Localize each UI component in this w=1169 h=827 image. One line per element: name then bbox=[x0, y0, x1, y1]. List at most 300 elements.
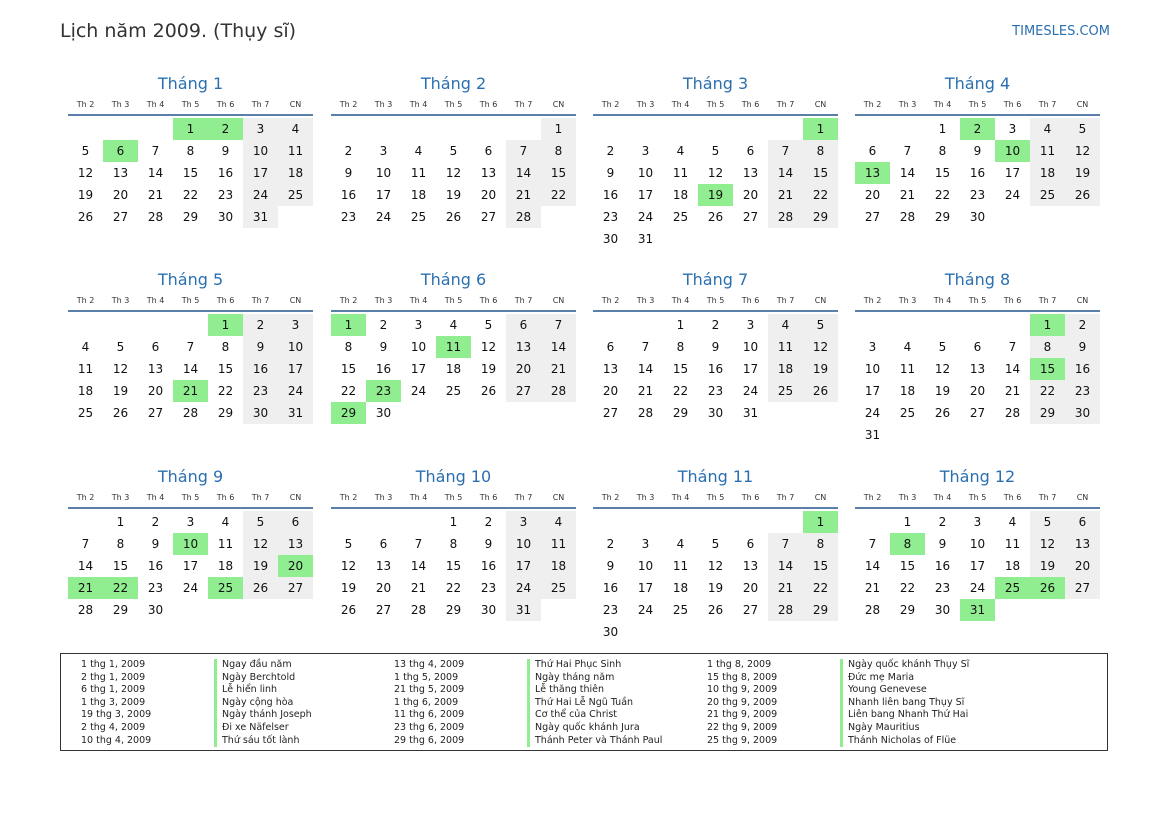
week-row bbox=[855, 424, 1100, 446]
day-cell: 1 bbox=[676, 318, 685, 332]
empty-cell bbox=[331, 511, 366, 533]
empty-cell bbox=[663, 511, 698, 533]
week-row bbox=[855, 184, 1100, 206]
weekday-label: Th 3 bbox=[898, 295, 917, 305]
empty-cell bbox=[995, 314, 1030, 336]
day-cell: 9 bbox=[973, 144, 982, 158]
weekday-label: Th 6 bbox=[1003, 492, 1022, 502]
day-cell: 21 bbox=[506, 184, 541, 206]
holiday-day-cell: 10 bbox=[173, 533, 208, 555]
month-title: Tháng 12 bbox=[939, 467, 1016, 486]
empty-cell bbox=[995, 424, 1030, 446]
week-row bbox=[68, 555, 313, 577]
weekday-label: Th 2 bbox=[76, 99, 95, 109]
empty-cell bbox=[68, 511, 103, 533]
day-cell: 11 bbox=[77, 362, 94, 376]
header-rule bbox=[331, 507, 576, 509]
day-cell: 16 bbox=[217, 166, 234, 180]
day-cell: 14 bbox=[541, 336, 576, 358]
weekday-label: Th 2 bbox=[601, 492, 620, 502]
day-cell: 19 bbox=[707, 581, 724, 595]
day-cell: 3 bbox=[506, 511, 541, 533]
day-cell: 26 bbox=[243, 577, 278, 599]
day-cell: 14 bbox=[768, 555, 803, 577]
weekday-label: Th 3 bbox=[636, 295, 655, 305]
day-cell: 19 bbox=[112, 384, 129, 398]
weekday-label: CN bbox=[814, 492, 827, 502]
day-cell: 2 bbox=[151, 515, 160, 529]
day-cell: 30 bbox=[1065, 402, 1100, 424]
day-cell: 1 bbox=[903, 515, 912, 529]
empty-cell bbox=[243, 599, 278, 621]
weekday-label: Th 6 bbox=[741, 492, 760, 502]
month-7 bbox=[593, 269, 838, 424]
day-cell: 13 bbox=[1065, 533, 1100, 555]
weekday-label: CN bbox=[289, 492, 302, 502]
empty-cell bbox=[471, 118, 506, 140]
day-cell: 21 bbox=[147, 188, 164, 202]
empty-cell bbox=[803, 228, 838, 250]
week-row bbox=[855, 140, 1100, 162]
weekday-label: Th 4 bbox=[933, 99, 952, 109]
day-cell: 2 bbox=[711, 318, 720, 332]
empty-cell bbox=[593, 511, 628, 533]
weekday-header bbox=[855, 488, 1100, 506]
holiday-date: 25 thg 9, 2009 bbox=[707, 734, 778, 746]
month-11 bbox=[593, 466, 838, 643]
day-cell: 3 bbox=[278, 314, 313, 336]
day-cell: 9 bbox=[243, 336, 278, 358]
week-row bbox=[593, 511, 838, 533]
week-row bbox=[68, 118, 313, 140]
weekday-label: Th 3 bbox=[374, 295, 393, 305]
day-cell: 10 bbox=[864, 362, 881, 376]
day-cell: 5 bbox=[116, 340, 125, 354]
week-row bbox=[331, 140, 576, 162]
empty-cell bbox=[698, 621, 733, 643]
weekday-label: CN bbox=[814, 99, 827, 109]
day-cell: 18 bbox=[541, 555, 576, 577]
day-cell: 14 bbox=[410, 559, 427, 573]
month-4 bbox=[855, 73, 1100, 228]
day-cell: 9 bbox=[151, 537, 160, 551]
week-row bbox=[331, 599, 576, 621]
empty-cell bbox=[960, 424, 995, 446]
weekday-label: Th 2 bbox=[76, 492, 95, 502]
holiday-row bbox=[384, 709, 662, 722]
empty-cell bbox=[68, 118, 103, 140]
day-cell: 24 bbox=[243, 184, 278, 206]
day-cell: 4 bbox=[676, 144, 685, 158]
empty-cell bbox=[960, 314, 995, 336]
day-cell: 10 bbox=[506, 533, 541, 555]
holiday-row bbox=[71, 709, 312, 722]
day-cell: 26 bbox=[445, 210, 462, 224]
holiday-row bbox=[71, 722, 312, 735]
day-cell: 28 bbox=[768, 599, 803, 621]
day-cell: 2 bbox=[606, 537, 615, 551]
day-cell: 15 bbox=[112, 559, 129, 573]
day-cell: 26 bbox=[340, 603, 357, 617]
day-cell: 8 bbox=[116, 537, 125, 551]
empty-cell bbox=[890, 118, 925, 140]
holiday-row bbox=[71, 697, 312, 710]
day-cell: 3 bbox=[243, 118, 278, 140]
holiday-day-cell: 11 bbox=[436, 336, 471, 358]
day-cell: 9 bbox=[221, 144, 230, 158]
holiday-date: 6 thg 1, 2009 bbox=[81, 684, 146, 696]
week-row bbox=[855, 577, 1100, 599]
day-cell: 27 bbox=[506, 380, 541, 402]
empty-cell bbox=[855, 511, 890, 533]
day-cell: 17 bbox=[243, 162, 278, 184]
holiday-name: Thánh Nicholas of Flüe bbox=[840, 735, 956, 748]
day-cell: 6 bbox=[868, 144, 877, 158]
day-cell: 28 bbox=[182, 406, 199, 420]
day-cell: 7 bbox=[868, 537, 877, 551]
day-cell: 27 bbox=[112, 210, 129, 224]
holiday-name: Young Genevese bbox=[840, 684, 927, 697]
day-cell: 15 bbox=[934, 166, 951, 180]
day-cell: 5 bbox=[711, 537, 720, 551]
holiday-day-cell: 25 bbox=[995, 577, 1030, 599]
holiday-name: Thứ sáu tốt lành bbox=[214, 735, 299, 748]
weekday-label: Th 4 bbox=[671, 295, 690, 305]
holiday-day-cell: 8 bbox=[890, 533, 925, 555]
day-cell: 3 bbox=[414, 318, 423, 332]
empty-cell bbox=[890, 314, 925, 336]
holiday-row bbox=[697, 659, 969, 672]
week-row bbox=[593, 358, 838, 380]
day-cell: 19 bbox=[77, 188, 94, 202]
day-cell: 11 bbox=[768, 336, 803, 358]
day-cell: 5 bbox=[1065, 118, 1100, 140]
week-row bbox=[331, 555, 576, 577]
week-row bbox=[855, 314, 1100, 336]
day-cell: 23 bbox=[217, 188, 234, 202]
day-cell: 10 bbox=[278, 336, 313, 358]
day-cell: 16 bbox=[602, 581, 619, 595]
day-cell: 25 bbox=[77, 406, 94, 420]
holiday-date: 10 thg 4, 2009 bbox=[81, 734, 152, 746]
weekday-label: Th 7 bbox=[251, 99, 270, 109]
weekday-label: Th 3 bbox=[374, 492, 393, 502]
day-cell: 27 bbox=[969, 406, 986, 420]
holiday-day-cell: 26 bbox=[1030, 577, 1065, 599]
day-cell: 27 bbox=[742, 210, 759, 224]
day-cell: 10 bbox=[742, 340, 759, 354]
weekday-header bbox=[593, 291, 838, 309]
day-cell: 17 bbox=[375, 188, 392, 202]
holiday-date: 21 thg 5, 2009 bbox=[394, 684, 465, 696]
day-cell: 7 bbox=[641, 340, 650, 354]
holiday-day-cell: 1 bbox=[803, 511, 838, 533]
day-cell: 23 bbox=[480, 581, 497, 595]
holiday-day-cell: 22 bbox=[103, 577, 138, 599]
week-row bbox=[331, 533, 576, 555]
holiday-name: Lễ thăng thiên bbox=[527, 684, 604, 697]
weekday-label: Th 4 bbox=[146, 492, 165, 502]
day-cell: 17 bbox=[182, 559, 199, 573]
empty-cell bbox=[173, 599, 208, 621]
weekday-label: Th 3 bbox=[111, 492, 130, 502]
day-cell: 4 bbox=[278, 118, 313, 140]
weekday-label: Th 3 bbox=[111, 295, 130, 305]
day-cell: 24 bbox=[637, 210, 654, 224]
day-cell: 6 bbox=[379, 537, 388, 551]
weekday-label: Th 6 bbox=[1003, 295, 1022, 305]
day-cell: 4 bbox=[541, 511, 576, 533]
day-cell: 29 bbox=[217, 406, 234, 420]
day-cell: 23 bbox=[602, 603, 619, 617]
holiday-day-cell: 15 bbox=[1030, 358, 1065, 380]
day-cell: 29 bbox=[1030, 402, 1065, 424]
day-cell: 17 bbox=[1004, 166, 1021, 180]
day-cell: 8 bbox=[221, 340, 230, 354]
holiday-name: Ngay đầu năm bbox=[214, 659, 292, 672]
weekday-label: Th 5 bbox=[444, 99, 463, 109]
empty-cell bbox=[733, 118, 768, 140]
day-cell: 14 bbox=[147, 166, 164, 180]
day-cell: 28 bbox=[1004, 406, 1021, 420]
week-row bbox=[68, 358, 313, 380]
day-cell: 31 bbox=[742, 406, 759, 420]
holiday-column bbox=[697, 659, 969, 747]
month-title: Tháng 3 bbox=[682, 74, 749, 93]
weekday-label: Th 7 bbox=[776, 492, 795, 502]
holiday-row bbox=[697, 697, 969, 710]
empty-cell bbox=[628, 511, 663, 533]
holiday-day-cell: 21 bbox=[68, 577, 103, 599]
weekday-label: Th 7 bbox=[251, 492, 270, 502]
holiday-day-cell: 1 bbox=[331, 314, 366, 336]
empty-cell bbox=[208, 599, 243, 621]
weekday-label: Th 6 bbox=[216, 295, 235, 305]
month-title: Tháng 10 bbox=[415, 467, 492, 486]
empty-cell bbox=[401, 511, 436, 533]
day-cell: 15 bbox=[182, 166, 199, 180]
header-rule bbox=[331, 114, 576, 116]
weekday-label: CN bbox=[552, 99, 565, 109]
day-cell: 26 bbox=[707, 210, 724, 224]
site-link[interactable]: TIMESLES.COM bbox=[1012, 24, 1110, 39]
holiday-row bbox=[697, 672, 969, 685]
empty-cell bbox=[506, 402, 541, 424]
weekday-header bbox=[331, 95, 576, 113]
day-cell: 8 bbox=[938, 144, 947, 158]
holiday-column bbox=[71, 659, 312, 747]
day-cell: 24 bbox=[864, 406, 881, 420]
day-cell: 31 bbox=[243, 206, 278, 228]
day-cell: 12 bbox=[77, 166, 94, 180]
day-cell: 14 bbox=[77, 559, 94, 573]
day-cell: 8 bbox=[676, 340, 685, 354]
empty-cell bbox=[628, 621, 663, 643]
day-cell: 6 bbox=[746, 537, 755, 551]
weekday-label: Th 6 bbox=[479, 295, 498, 305]
day-cell: 7 bbox=[768, 533, 803, 555]
holiday-row bbox=[71, 735, 312, 748]
day-cell: 15 bbox=[803, 555, 838, 577]
day-cell: 21 bbox=[864, 581, 881, 595]
day-cell: 26 bbox=[480, 384, 497, 398]
empty-cell bbox=[698, 511, 733, 533]
empty-cell bbox=[925, 424, 960, 446]
day-cell: 15 bbox=[899, 559, 916, 573]
day-cell: 13 bbox=[278, 533, 313, 555]
empty-cell bbox=[1065, 424, 1100, 446]
day-cell: 30 bbox=[217, 210, 234, 224]
day-cell: 21 bbox=[1004, 384, 1021, 398]
day-cell: 13 bbox=[112, 166, 129, 180]
holiday-date: 1 thg 6, 2009 bbox=[394, 696, 459, 708]
day-cell: 31 bbox=[864, 428, 881, 442]
weekday-label: Th 4 bbox=[933, 295, 952, 305]
empty-cell bbox=[506, 118, 541, 140]
day-cell: 19 bbox=[1065, 162, 1100, 184]
day-cell: 18 bbox=[217, 559, 234, 573]
empty-cell bbox=[436, 402, 471, 424]
day-cell: 27 bbox=[278, 577, 313, 599]
holiday-day-cell: 25 bbox=[208, 577, 243, 599]
day-cell: 17 bbox=[506, 555, 541, 577]
day-cell: 18 bbox=[899, 384, 916, 398]
day-cell: 11 bbox=[541, 533, 576, 555]
day-cell: 31 bbox=[278, 402, 313, 424]
weekday-label: Th 5 bbox=[706, 99, 725, 109]
holiday-row bbox=[384, 697, 662, 710]
day-cell: 3 bbox=[186, 515, 195, 529]
month-title: Tháng 11 bbox=[677, 467, 754, 486]
empty-cell bbox=[593, 314, 628, 336]
day-cell: 3 bbox=[746, 318, 755, 332]
day-cell: 2 bbox=[344, 144, 353, 158]
day-cell: 17 bbox=[864, 384, 881, 398]
day-cell: 17 bbox=[410, 362, 427, 376]
weekday-header bbox=[68, 488, 313, 506]
week-row bbox=[593, 533, 838, 555]
weekday-label: CN bbox=[552, 295, 565, 305]
empty-cell bbox=[855, 314, 890, 336]
day-cell: 4 bbox=[676, 537, 685, 551]
day-cell: 6 bbox=[506, 314, 541, 336]
empty-cell bbox=[855, 118, 890, 140]
day-cell: 14 bbox=[506, 162, 541, 184]
day-cell: 13 bbox=[742, 166, 759, 180]
day-cell: 16 bbox=[480, 559, 497, 573]
holiday-date: 1 thg 8, 2009 bbox=[707, 659, 772, 670]
day-cell: 4 bbox=[81, 340, 90, 354]
weekday-label: Th 7 bbox=[776, 99, 795, 109]
day-cell: 14 bbox=[182, 362, 199, 376]
day-cell: 22 bbox=[672, 384, 689, 398]
day-cell: 9 bbox=[711, 340, 720, 354]
day-cell: 12 bbox=[803, 336, 838, 358]
weekday-label: Th 3 bbox=[636, 99, 655, 109]
day-cell: 21 bbox=[541, 358, 576, 380]
day-cell: 30 bbox=[934, 603, 951, 617]
holiday-date: 1 thg 3, 2009 bbox=[81, 696, 146, 708]
day-cell: 3 bbox=[973, 515, 982, 529]
header-rule bbox=[855, 310, 1100, 312]
holiday-day-cell: 20 bbox=[278, 555, 313, 577]
week-row bbox=[855, 533, 1100, 555]
day-cell: 26 bbox=[77, 210, 94, 224]
day-cell: 7 bbox=[541, 314, 576, 336]
empty-cell bbox=[593, 118, 628, 140]
day-cell: 28 bbox=[899, 210, 916, 224]
empty-cell bbox=[366, 118, 401, 140]
day-cell: 22 bbox=[340, 384, 357, 398]
empty-cell bbox=[366, 511, 401, 533]
month-6 bbox=[331, 269, 576, 424]
week-row bbox=[855, 358, 1100, 380]
day-cell: 31 bbox=[506, 599, 541, 621]
weekday-label: Th 4 bbox=[933, 492, 952, 502]
holiday-day-cell: 1 bbox=[173, 118, 208, 140]
holiday-name: Ngày quốc khánh Jura bbox=[527, 722, 640, 735]
header-rule bbox=[331, 310, 576, 312]
holiday-date: 2 thg 4, 2009 bbox=[81, 721, 146, 733]
day-cell: 8 bbox=[344, 340, 353, 354]
day-cell: 12 bbox=[1065, 140, 1100, 162]
week-row bbox=[68, 314, 313, 336]
day-cell: 16 bbox=[375, 362, 392, 376]
week-row bbox=[331, 314, 576, 336]
holiday-row bbox=[384, 722, 662, 735]
day-cell: 15 bbox=[217, 362, 234, 376]
day-cell: 12 bbox=[707, 559, 724, 573]
day-cell: 10 bbox=[375, 166, 392, 180]
day-cell: 5 bbox=[1030, 511, 1065, 533]
month-title: Tháng 4 bbox=[944, 74, 1011, 93]
week-row bbox=[331, 511, 576, 533]
weekday-label: Th 4 bbox=[409, 492, 428, 502]
day-cell: 5 bbox=[449, 144, 458, 158]
header-rule bbox=[593, 114, 838, 116]
empty-cell bbox=[1030, 206, 1065, 228]
day-cell: 22 bbox=[803, 184, 838, 206]
weekday-label: Th 3 bbox=[636, 492, 655, 502]
day-cell: 29 bbox=[934, 210, 951, 224]
weekday-header bbox=[593, 95, 838, 113]
day-cell: 10 bbox=[637, 166, 654, 180]
day-cell: 15 bbox=[340, 362, 357, 376]
day-cell: 24 bbox=[410, 384, 427, 398]
holiday-date: 1 thg 1, 2009 bbox=[81, 659, 146, 670]
day-cell: 25 bbox=[278, 184, 313, 206]
empty-cell bbox=[401, 402, 436, 424]
weekday-label: Th 7 bbox=[514, 492, 533, 502]
day-cell: 19 bbox=[243, 555, 278, 577]
holiday-row bbox=[697, 735, 969, 748]
day-cell: 14 bbox=[899, 166, 916, 180]
holiday-name: Cơ thể của Christ bbox=[527, 709, 617, 722]
week-row bbox=[68, 184, 313, 206]
day-cell: 17 bbox=[969, 559, 986, 573]
day-cell: 27 bbox=[602, 406, 619, 420]
day-cell: 15 bbox=[672, 362, 689, 376]
day-cell: 8 bbox=[186, 144, 195, 158]
week-row bbox=[331, 358, 576, 380]
day-cell: 30 bbox=[602, 625, 619, 639]
day-cell: 20 bbox=[969, 384, 986, 398]
day-cell: 28 bbox=[864, 603, 881, 617]
weekday-label: Th 5 bbox=[706, 295, 725, 305]
day-cell: 8 bbox=[449, 537, 458, 551]
day-cell: 4 bbox=[414, 144, 423, 158]
holiday-day-cell: 1 bbox=[208, 314, 243, 336]
